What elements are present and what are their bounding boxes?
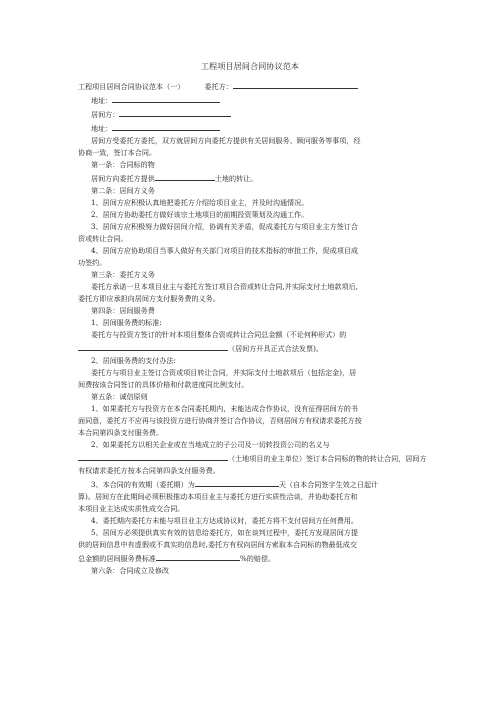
paragraph-line: 面同意，委托方不应再与该投资方进行协商并签订合作协议，否则居间方有权请求委托方按 bbox=[78, 416, 362, 425]
paragraph-line: （土地项目的业主单位）签订本合同标的物的转让合同，居间方 bbox=[78, 451, 434, 465]
section-heading: 第二条：居间方义务 bbox=[91, 186, 155, 195]
land-blank bbox=[155, 171, 215, 181]
compensation-rate-blank bbox=[156, 551, 240, 561]
paragraph-line: 本项目业主达成实质性成交合同。 bbox=[78, 504, 185, 513]
subsidiary-blank bbox=[78, 451, 228, 461]
document-title: 工程项目居间合同协议范本 bbox=[200, 61, 300, 71]
paragraph-line: 1、居间服务费的标准: bbox=[91, 318, 162, 327]
validity-days-blank bbox=[195, 477, 279, 487]
client-blank bbox=[233, 79, 358, 89]
section-heading: 第五条：诚信原则 bbox=[91, 392, 148, 401]
paragraph-line: 委托方承诺一旦本项目业主与委托方签订项目合资或转让合同,并实际支付土地款项后, bbox=[91, 282, 358, 291]
client-label: 委托方： bbox=[204, 82, 233, 91]
paragraph-line: 协商一致，签订本合同。 bbox=[78, 148, 157, 157]
paragraph-line: 居间方向委托方提供 土地的转让。 bbox=[78, 171, 434, 185]
section-heading: 第三条：委托方义务 bbox=[91, 270, 155, 279]
paragraph-line: 2、如果委托方以相关企业或在当地成立的子公司及一切转投资公司的名义与 bbox=[91, 440, 330, 449]
section-heading: 第六条：合同成立及修改 bbox=[91, 566, 170, 575]
paragraph-line: 委托方与投资方签订的针对本项目整体合资或转让合同总金额（不论何种形式）的 bbox=[91, 330, 347, 339]
paragraph-line: 2、居间服务费的支付办法: bbox=[91, 356, 176, 365]
paragraph-line: 功签约。 bbox=[78, 258, 107, 267]
broker-line: 居间方： bbox=[78, 107, 434, 121]
paragraph-line: 间费按该合同签订的具体价格和付款进度同比例支付。 bbox=[78, 380, 249, 389]
paragraph-line: 4、委托期内委托方未能与项目业主方达成协议时，委托方将不支付居间方任何费用。 bbox=[91, 516, 358, 525]
paragraph-line: 有权请求委托方按本合同第四条支付服务费。 bbox=[78, 466, 220, 475]
paragraph-line: 委托方与项目业主签订合资或项目转让合同，并实际支付土地款项后（包括定金)，居 bbox=[91, 368, 357, 377]
section-heading: 第一条：合同标的物 bbox=[91, 160, 155, 169]
paragraph-line: 委托方即应承担向居间方支付服务费的义务。 bbox=[78, 294, 220, 303]
header-line bbox=[78, 79, 434, 93]
client-address-line: 地址： bbox=[78, 93, 434, 107]
paragraph-line: （居间方开具正式合法发票)。 bbox=[78, 341, 434, 355]
paragraph-line: 5、居间方必须提供真实有效的信息给委托方，如在谈判过程中，委托方发现居间方提 bbox=[91, 528, 358, 537]
paragraph-line: 1、居间方应积极认真地把委托方介绍给项目业主，并及时沟通情况。 bbox=[91, 198, 309, 207]
section-heading: 第四条：居间服务费 bbox=[91, 306, 155, 315]
paragraph-line: 4、居间方应协助项目当事人做好有关部门对项目的技术指标的审批工作，促成项目成 bbox=[91, 246, 358, 255]
broker-address-blank bbox=[112, 121, 220, 131]
broker-blank bbox=[119, 107, 231, 117]
paragraph-line: 3、本合同的有效期（委托期）为 天（自本合同签字生效之日起计 bbox=[78, 477, 434, 491]
paragraph-line: 3、居间方应积极努力做好居间介绍，协调有关矛盾，促成委托方与项目业主方签订合 bbox=[91, 222, 358, 231]
broker-address-line: 地址： bbox=[78, 121, 434, 135]
paragraph-line: 供的居间信息中有虚假或不真实的信息时,委托方有权向居间方索取本合同标的物最低成交 bbox=[78, 540, 357, 549]
paragraph-line: 总金额的居间服务费标准 %的赔偿。 bbox=[78, 551, 434, 565]
client-address-blank bbox=[112, 93, 220, 103]
paragraph-line: 居间方受委托方委托，双方就居间方向委托方提供有关居间服务、顾问服务等事项，经 bbox=[91, 136, 361, 145]
document-body bbox=[78, 79, 434, 577]
paragraph-line: 本合同第四条支付服务费。 bbox=[78, 428, 164, 437]
paragraph-line: 资或转让合同。 bbox=[78, 234, 128, 243]
paragraph-line: 1、如果委托方与投资方在本合同委托期内，未能达成合作协议，没有征得居间方的书 bbox=[91, 404, 358, 413]
contract-heading: 工程项目居间合同协议范本（一） bbox=[78, 82, 185, 91]
paragraph-line: 算)。居间方在此期间必须积极推动本项目业主与委托方进行实质性洽谈，并协助委托方和 bbox=[78, 492, 358, 501]
fee-rate-blank bbox=[78, 341, 228, 351]
paragraph-line: 2、居间方协助委托方做好该宗土地项目的前期投资策划及沟通工作。 bbox=[91, 210, 309, 219]
